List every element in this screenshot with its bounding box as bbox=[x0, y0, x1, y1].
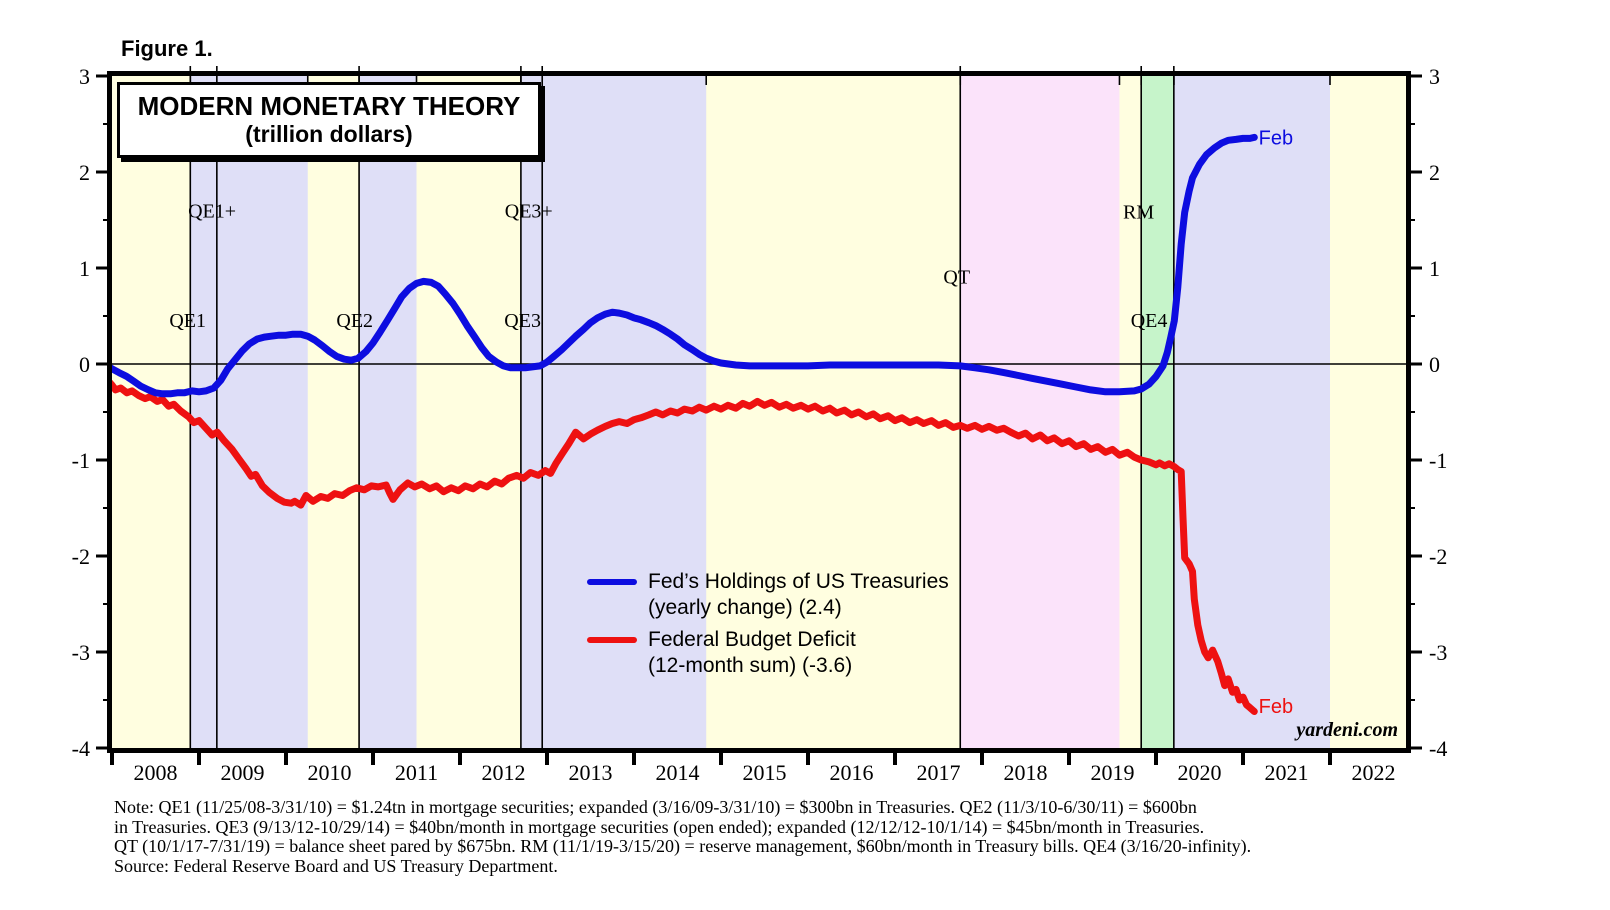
annotation-qe3: QE3 bbox=[504, 309, 541, 332]
x-axis-year-label: 2016 bbox=[829, 760, 874, 785]
x-axis-year-label: 2008 bbox=[133, 760, 178, 785]
x-axis-year-label: 2014 bbox=[655, 760, 700, 785]
y-axis-label-right: 3 bbox=[1429, 64, 1440, 89]
legend-label-deficit: Federal Budget Deficit bbox=[648, 628, 856, 651]
y-axis-label-right: 2 bbox=[1429, 160, 1440, 185]
y-axis-label-right: -4 bbox=[1429, 736, 1448, 761]
legend-swatch-blue-icon bbox=[587, 579, 637, 585]
x-axis-year-label: 2009 bbox=[220, 760, 265, 785]
y-axis-label-left: 3 bbox=[79, 64, 90, 89]
x-axis-year-label: 2017 bbox=[916, 760, 961, 785]
y-axis-label-right: 1 bbox=[1429, 256, 1440, 281]
x-axis-year-label: 2010 bbox=[307, 760, 352, 785]
annotation-qe1: QE1+ bbox=[188, 200, 237, 223]
y-axis-label-left: 2 bbox=[79, 160, 90, 185]
qe2-band bbox=[359, 76, 416, 748]
x-axis-year-label: 2021 bbox=[1264, 760, 1309, 785]
footnote-line-3: QT (10/1/17-7/31/19) = balance sheet pared by $675bn. RM (11/1/19-3/15/20) = reserve management, $60bn/month in Treasury bills. QE4 (3/16/20-infinity). bbox=[114, 836, 1252, 856]
chart-subtitle: (trillion dollars) bbox=[245, 121, 413, 147]
y-axis-label-left: -2 bbox=[71, 544, 90, 569]
rm-band bbox=[1141, 76, 1174, 748]
y-axis-label-left: -1 bbox=[71, 448, 90, 473]
legend-value-deficit: (12-month sum) (-3.6) bbox=[648, 654, 853, 677]
x-axis-year-label: 2013 bbox=[568, 760, 613, 785]
x-axis-year-label: 2022 bbox=[1351, 760, 1396, 785]
qt-band bbox=[960, 76, 1119, 748]
annotation-qt: QT bbox=[943, 266, 971, 289]
legend-swatch-red-icon bbox=[587, 637, 637, 643]
legend bbox=[587, 569, 949, 685]
annotation-rm: RM bbox=[1123, 201, 1155, 224]
qe4-band bbox=[1174, 76, 1330, 748]
footnote-line-2: in Treasuries. QE3 (9/13/12-10/29/14) = $40bn/month in mortgage securities (open ended); expanded (12/12/12-10/1/14) = $45bn/month in Treasuries. bbox=[114, 816, 1205, 837]
annotation-qe1: QE1 bbox=[169, 309, 207, 332]
legend-value-treasuries: (yearly change) (2.4) bbox=[648, 596, 842, 619]
x-axis-year-label: 2020 bbox=[1177, 760, 1222, 785]
chart-title: MODERN MONETARY THEORY bbox=[137, 91, 521, 121]
chart-title-box bbox=[117, 82, 541, 158]
legend-entry-treasuries bbox=[587, 569, 949, 621]
y-axis-label-left: 1 bbox=[79, 256, 90, 281]
y-axis-label-left: 0 bbox=[79, 352, 90, 377]
legend-label-treasuries: Fed’s Holdings of US Treasuries bbox=[648, 570, 949, 593]
figure-label: Figure 1. bbox=[121, 36, 213, 61]
y-axis-label-left: -3 bbox=[71, 640, 90, 665]
annotation-feb: Feb bbox=[1258, 695, 1294, 718]
y-axis-label-right: -2 bbox=[1429, 544, 1448, 569]
legend-entry-deficit bbox=[587, 627, 949, 679]
annotation-qe2: QE2 bbox=[336, 309, 374, 332]
x-axis-year-label: 2015 bbox=[742, 760, 787, 785]
annotation-qe4: QE4 bbox=[1130, 309, 1168, 332]
annotation-feb: Feb bbox=[1258, 127, 1294, 150]
footnote-line-1: Note: QE1 (11/25/08-3/31/10) = $1.24tn in mortgage securities; expanded (3/16/09-3/31/10) = $300bn in Treasuries. QE2 (11/3/10-6/30/11) = $600bn bbox=[114, 797, 1197, 817]
y-axis-label-right: -1 bbox=[1429, 448, 1448, 473]
yardeni-watermark: yardeni.com bbox=[1296, 719, 1398, 741]
x-axis-year-label: 2019 bbox=[1090, 760, 1135, 785]
qe1-band bbox=[190, 76, 307, 748]
y-axis-label-right: -3 bbox=[1429, 640, 1448, 665]
x-axis-year-label: 2011 bbox=[394, 760, 439, 785]
footnote-line-4: Source: Federal Reserve Board and US Treasury Department. bbox=[114, 855, 558, 876]
annotation-qe3: QE3+ bbox=[504, 200, 553, 223]
y-axis-label-left: -4 bbox=[71, 736, 90, 761]
y-axis-label-right: 0 bbox=[1429, 352, 1440, 377]
x-axis-year-label: 2012 bbox=[481, 760, 526, 785]
footnote bbox=[114, 798, 1251, 876]
x-axis-year-label: 2018 bbox=[1003, 760, 1048, 785]
